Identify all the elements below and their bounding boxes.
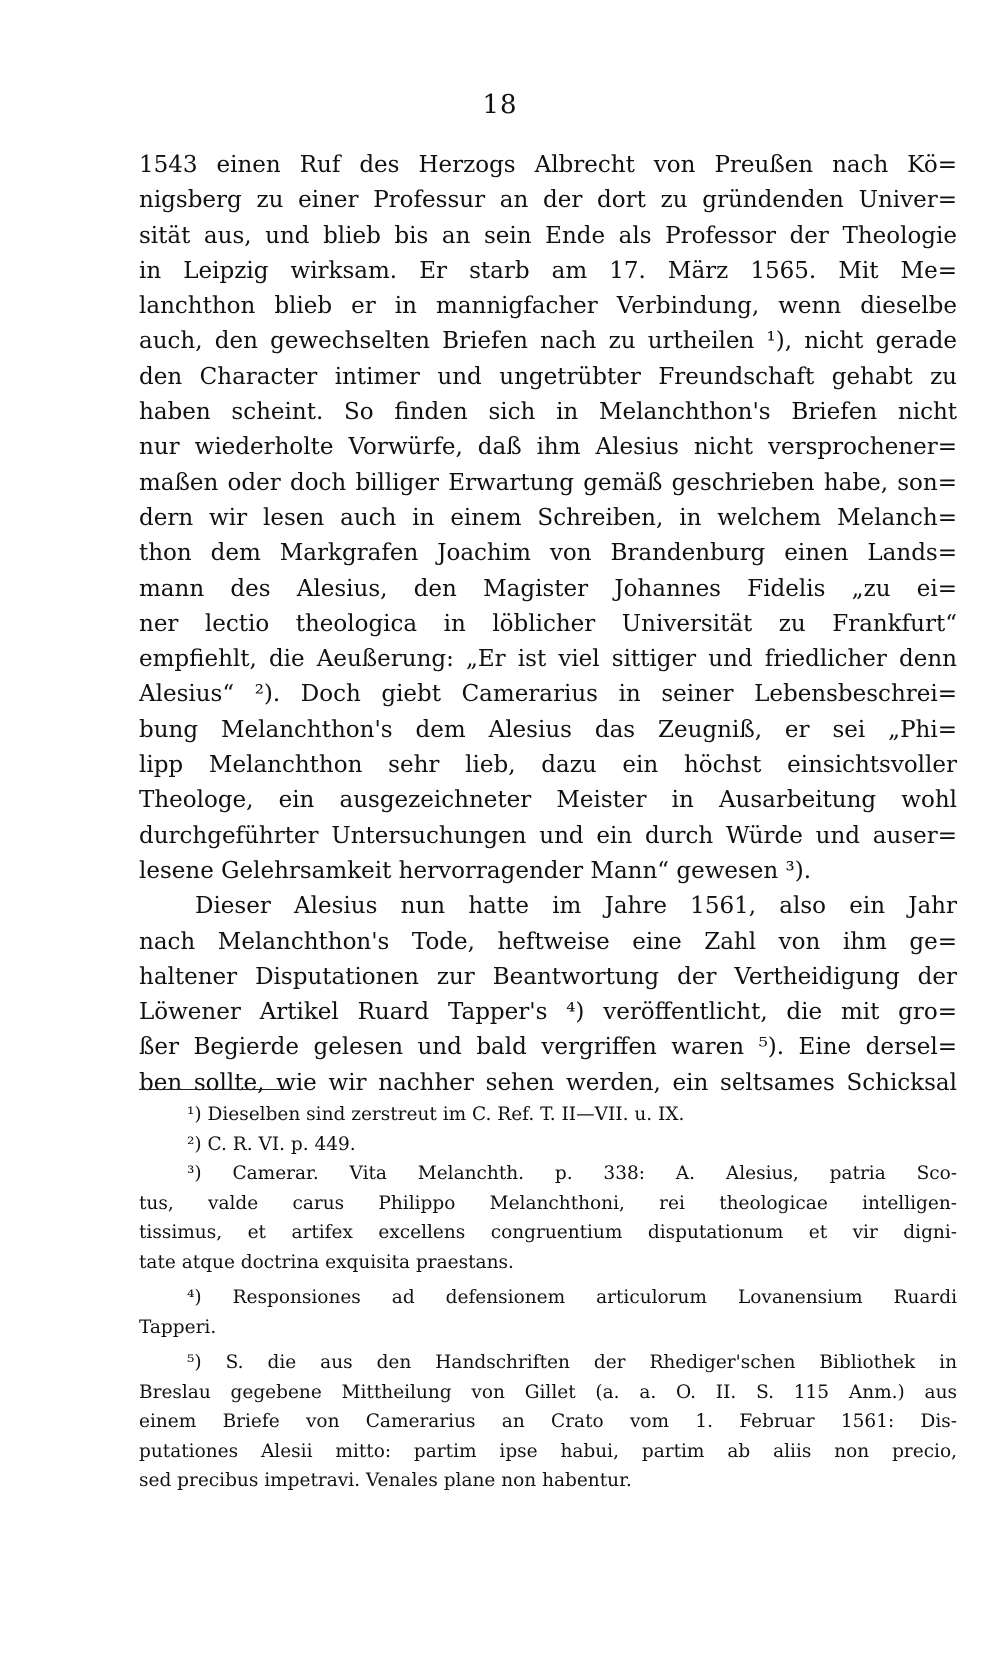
footnote-line: sed precibus impetravi. Venales plane non habentur. [139, 1470, 632, 1491]
text-line: empfiehlt, die Aeußerung: „Er ist viel sittiger und friedlicher denn [139, 646, 957, 673]
text-line: nur wiederholte Vorwürfe, daß ihm Alesius nicht versprochener= [139, 434, 957, 461]
text-line: durchgeführter Untersuchungen und ein durch Würde und auser= [139, 822, 957, 849]
footnote-line: tus, valde carus Philippo Melanchthoni, rei theologicae intelligen- [139, 1192, 957, 1214]
text-line: ßer Begierde gelesen und bald vergriffen waren ⁵). Eine dersel= [139, 1034, 957, 1061]
footnote-line: ²) C. R. VI. p. 449. [187, 1133, 356, 1155]
footnote-line: tissimus, et artifex excellens congruentium disputationum et vir digni- [139, 1222, 957, 1243]
text-line: thon dem Markgrafen Joachim von Brandenburg einen Lands= [139, 540, 957, 567]
text-line: haben scheint. So finden sich in Melanchthon's Briefen nicht [139, 399, 957, 426]
footnote-line: putationes Alesii mitto: partim ipse habui, partim ab aliis non precio, [139, 1440, 957, 1462]
footnote-line: Breslau gegebene Mittheilung von Gillet (a. a. O. II. S. 115 Anm.) aus [139, 1381, 957, 1403]
text-line: dern wir lesen auch in einem Schreiben, in welchem Melanch= [139, 504, 957, 531]
text-line: Alesius“ ²). Doch giebt Camerarius in seiner Lebensbeschrei= [139, 681, 957, 708]
text-line: haltener Disputationen zur Beantwortung der Vertheidigung der [139, 963, 957, 990]
footnote-separator [139, 1089, 289, 1090]
footnote-line: ¹) Dieselben sind zerstreut im C. Ref. T. II—VII. u. IX. [187, 1104, 685, 1125]
text-line: Dieser Alesius nun hatte im Jahre 1561, also ein Jahr [195, 893, 957, 920]
text-line: lesene Gelehrsamkeit hervorragender Mann“ gewesen ³). [139, 857, 812, 884]
footnote-line: einem Briefe von Camerarius an Crato vom 1. Februar 1561: Dis- [139, 1411, 957, 1432]
text-line: bung Melanchthon's dem Alesius das Zeugniß, er sei „Phi= [139, 716, 957, 743]
text-line: 1543 einen Ruf des Herzogs Albrecht von Preußen nach Kö= [139, 152, 957, 178]
text-line: den Character intimer und ungetrübter Freundschaft gehabt zu [139, 363, 957, 390]
text-line: lipp Melanchthon sehr lieb, dazu ein höchst einsichtsvoller [139, 752, 957, 779]
footnote-line: ³) Camerar. Vita Melanchth. p. 338: A. Alesius, patria Sco- [187, 1163, 957, 1184]
footnote-line: ⁴) Responsiones ad defensionem articulorum Lovanensium Ruardi [187, 1287, 957, 1308]
text-line: Theologe, ein ausgezeichneter Meister in Ausarbeitung wohl [139, 787, 957, 814]
footnote-line: Tapperi. [139, 1316, 217, 1338]
text-line: in Leipzig wirksam. Er starb am 17. März 1565. Mit Me= [139, 257, 957, 284]
footnote-line: tate atque doctrina exquisita praestans. [139, 1251, 514, 1273]
main-text [139, 148, 957, 1101]
text-line: Löwener Artikel Ruard Tapper's ⁴) veröffentlicht, die mit gro= [139, 999, 957, 1026]
text-line: ner lectio theologica in löblicher Universität zu Frankfurt“ [139, 610, 957, 637]
text-line: maßen oder doch billiger Erwartung gemäß geschrieben habe, son= [139, 469, 957, 496]
text-line: nigsberg zu einer Professur an der dort zu gründenden Univer= [139, 187, 957, 214]
text-line: auch, den gewechselten Briefen nach zu urtheilen ¹), nicht gerade [139, 328, 957, 355]
text-line: nach Melanchthon's Tode, heftweise eine Zahl von ihm ge= [139, 928, 957, 955]
text-line: sität aus, und blieb bis an sein Ende als Professor der Theologie [139, 222, 957, 249]
footnotes [139, 1100, 957, 1496]
text-line: mann des Alesius, den Magister Johannes Fidelis „zu ei= [139, 575, 957, 602]
footnote-line: ⁵) S. die aus den Handschriften der Rhediger'schen Bibliothek in [187, 1352, 957, 1373]
text-line: ben sollte, wie wir nachher sehen werden, ein seltsames Schicksal [139, 1069, 957, 1096]
page-number: 18 [482, 90, 518, 120]
text-line: lanchthon blieb er in mannigfacher Verbindung, wenn dieselbe [139, 293, 957, 320]
